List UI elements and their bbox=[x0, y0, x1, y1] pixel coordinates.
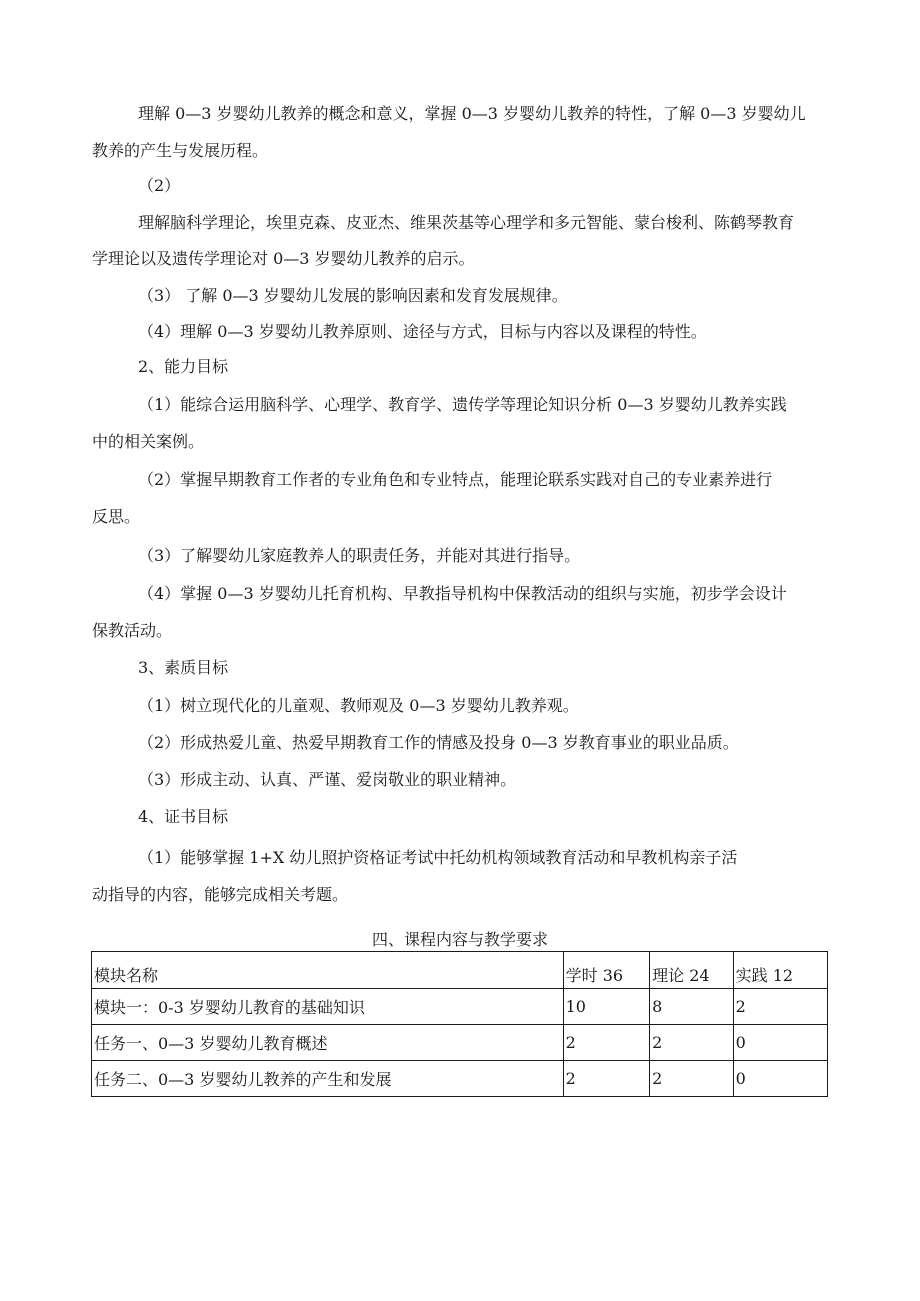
paragraph-line: 中的相关案例。 bbox=[92, 432, 205, 451]
table-cell: 2 bbox=[733, 989, 827, 1025]
paragraph-line: （2）掌握早期教育工作者的专业角色和专业特点，能理论联系实践对自己的专业素养进行 bbox=[138, 470, 773, 489]
table-header-row bbox=[92, 952, 828, 989]
paragraph-line: 保教活动。 bbox=[92, 621, 173, 640]
paragraph-line: 理解脑科学理论，埃里克森、皮亚杰、维果茨基等心理学和多元智能、蒙台梭利、陈鹤琴教育 bbox=[138, 213, 795, 232]
header-cell: 模块名称 bbox=[92, 952, 564, 989]
table-cell: 任务一、0—3 岁婴幼儿教育概述 bbox=[92, 1025, 564, 1061]
table-row bbox=[92, 1025, 828, 1061]
header-cell: 学时 36 bbox=[563, 952, 649, 989]
table-row bbox=[92, 1061, 828, 1097]
table-row bbox=[92, 989, 828, 1025]
paragraph-line: （3）了解婴幼儿家庭教养人的职责任务，并能对其进行指导。 bbox=[138, 546, 581, 565]
section-heading: 2、能力目标 bbox=[138, 357, 229, 376]
paragraph-line: （4）理解 0—3 岁婴幼儿教养原则、途径与方式，目标与内容以及课程的特性。 bbox=[138, 322, 707, 341]
table-cell: 任务二、0—3 岁婴幼儿教养的产生和发展 bbox=[92, 1061, 564, 1097]
paragraph-line: （1）能综合运用脑科学、心理学、教育学、遗传学等理论知识分析 0—3 岁婴幼儿教养实践 bbox=[138, 395, 787, 414]
paragraph-line: （4）掌握 0—3 岁婴幼儿托育机构、早教指导机构中保教活动的组织与实施，初步学会设计 bbox=[138, 584, 787, 603]
table-cell: 0 bbox=[733, 1025, 827, 1061]
header-cell: 理论 24 bbox=[650, 952, 734, 989]
table-cell: 模块一：0-3 岁婴幼儿教育的基础知识 bbox=[92, 989, 564, 1025]
paragraph-line: 学理论以及遗传学理论对 0—3 岁婴幼儿教养的启示。 bbox=[92, 249, 475, 268]
table-cell: 0 bbox=[733, 1061, 827, 1097]
paragraph-line: （3）形成主动、认真、严谨、爱岗敬业的职业精神。 bbox=[138, 770, 517, 789]
section-title: 四、课程内容与教学要求 bbox=[371, 930, 548, 949]
paragraph-line: （1）能够掌握 1+X 幼儿照护资格证考试中托幼机构领域教育活动和早教机构亲子活 bbox=[138, 848, 738, 867]
paragraph-line: （1）树立现代化的儿童观、教师观及 0—3 岁婴幼儿教养观。 bbox=[138, 696, 579, 715]
paragraph-line: （2）形成热爱儿童、热爱早期教育工作的情感及投身 0—3 岁教育事业的职业品质。 bbox=[138, 733, 739, 752]
table-cell: 10 bbox=[563, 989, 649, 1025]
table-cell: 8 bbox=[650, 989, 734, 1025]
course-content-table bbox=[91, 951, 828, 1097]
header-cell: 实践 12 bbox=[733, 952, 827, 989]
table-cell: 2 bbox=[563, 1025, 649, 1061]
paragraph-line: 反思。 bbox=[92, 507, 141, 526]
paragraph-line: （3） 了解 0—3 岁婴幼儿发展的影响因素和发育发展规律。 bbox=[138, 286, 568, 305]
table-cell: 2 bbox=[650, 1025, 734, 1061]
section-heading: 3、素质目标 bbox=[138, 658, 229, 677]
table-cell: 2 bbox=[563, 1061, 649, 1097]
table-cell: 2 bbox=[650, 1061, 734, 1097]
paragraph-line: 理解 0—3 岁婴幼儿教养的概念和意义，掌握 0—3 岁婴幼儿教养的特性，了解 0—3 岁婴幼儿 bbox=[138, 104, 806, 123]
section-heading: 4、证书目标 bbox=[138, 807, 229, 826]
paragraph-line: （2） bbox=[138, 176, 181, 195]
paragraph-line: 教养的产生与发展历程。 bbox=[92, 141, 269, 160]
paragraph-line: 动指导的内容，能够完成相关考题。 bbox=[92, 885, 349, 904]
